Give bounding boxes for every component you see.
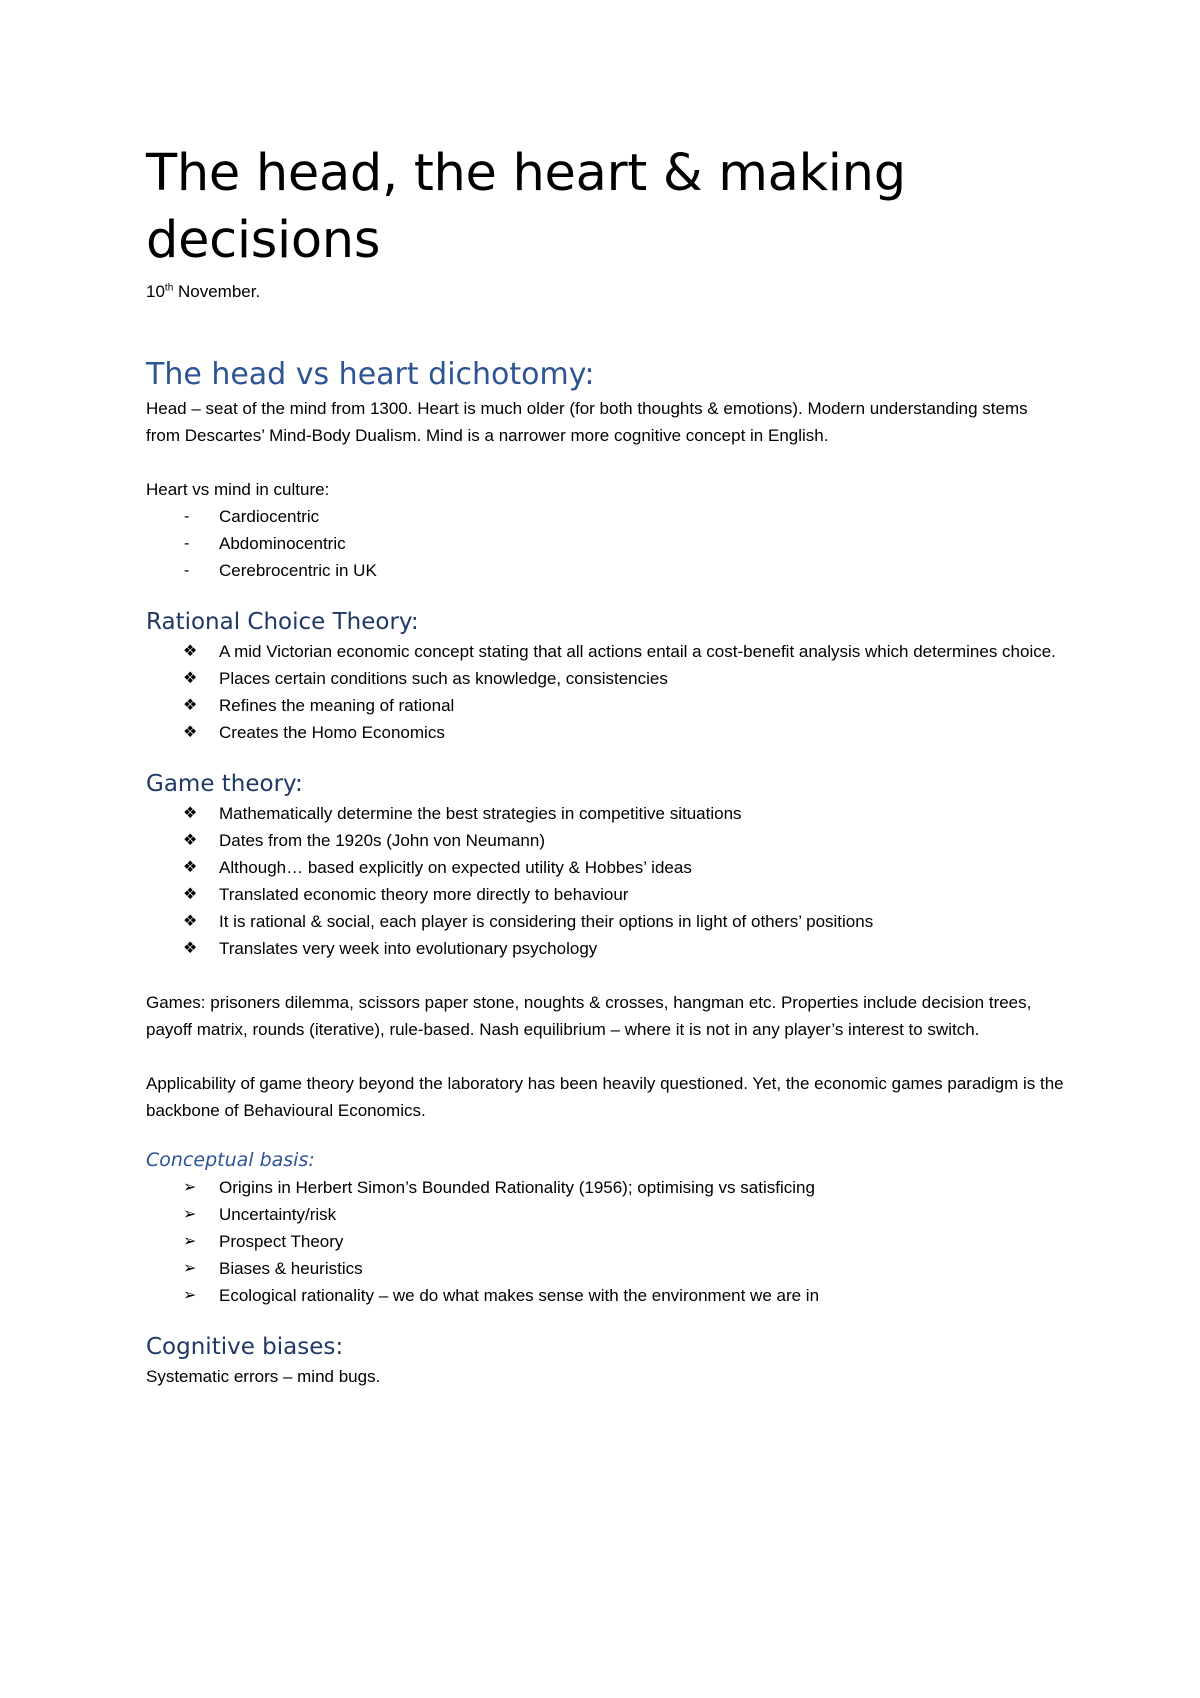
list-item-text: Origins in Herbert Simon’s Bounded Rationality (1956); optimising vs satisficing bbox=[219, 1178, 815, 1197]
diamond-bullet-icon: ❖ bbox=[183, 940, 198, 957]
list-item-text: Dates from the 1920s (John von Neumann) bbox=[219, 831, 546, 850]
list-item bbox=[146, 530, 1066, 557]
document-title: The head, the heart & making decisions bbox=[146, 144, 906, 270]
arrow-bullet-icon: ➢ bbox=[183, 1260, 197, 1277]
list-item-text: Although… based explicitly on expected utility & Hobbes’ ideas bbox=[219, 858, 692, 877]
list-conceptual-basis bbox=[146, 1174, 1066, 1309]
list-item-text: Biases & heuristics bbox=[219, 1259, 363, 1278]
diamond-bullet-icon: ❖ bbox=[183, 697, 198, 714]
list-item bbox=[146, 638, 1066, 665]
arrow-bullet-icon: ➢ bbox=[183, 1206, 197, 1223]
list-item bbox=[146, 854, 1066, 881]
list-item bbox=[146, 827, 1066, 854]
list-item bbox=[146, 503, 1066, 530]
list-item-text: Ecological rationality – we do what makes sense with the environment we are in bbox=[219, 1286, 820, 1305]
list-item bbox=[146, 557, 1066, 584]
arrow-bullet-icon: ➢ bbox=[183, 1179, 197, 1196]
list-item bbox=[146, 665, 1066, 692]
dash-bullet-icon: - bbox=[184, 508, 190, 525]
heading-rational-choice: Rational Choice Theory: bbox=[146, 609, 419, 635]
list-rational-choice bbox=[146, 638, 1066, 746]
list-item bbox=[146, 935, 1066, 962]
list-item-text: Cardiocentric bbox=[219, 507, 320, 526]
list-item bbox=[146, 881, 1066, 908]
list-item bbox=[146, 1228, 1066, 1255]
paragraph-head-vs-heart: Head – seat of the mind from 1300. Heart is much older (for both thoughts & emotions). Modern understanding stems from Descartes’ Mind-Body Dualism. Mind is a narrower more cognitive concept in English. bbox=[146, 399, 1028, 445]
paragraph-culture-intro: Heart vs mind in culture: bbox=[146, 480, 330, 499]
list-item bbox=[146, 1201, 1066, 1228]
list-item bbox=[146, 692, 1066, 719]
document-body bbox=[146, 140, 1066, 1390]
list-culture bbox=[146, 503, 1066, 584]
heading-game-theory: Game theory: bbox=[146, 771, 303, 797]
list-item-text: Places certain conditions such as knowledge, consistencies bbox=[219, 669, 668, 688]
list-item-text: Prospect Theory bbox=[219, 1232, 344, 1251]
list-item-text: Translates very week into evolutionary psychology bbox=[219, 939, 598, 958]
heading-conceptual-basis: Conceptual basis: bbox=[146, 1149, 315, 1171]
diamond-bullet-icon: ❖ bbox=[183, 832, 198, 849]
list-game-theory bbox=[146, 800, 1066, 962]
document-date bbox=[146, 278, 1066, 305]
diamond-bullet-icon: ❖ bbox=[183, 913, 198, 930]
dash-bullet-icon: - bbox=[184, 562, 190, 579]
list-item bbox=[146, 719, 1066, 746]
list-item-text: Creates the Homo Economics bbox=[219, 723, 445, 742]
list-item bbox=[146, 800, 1066, 827]
date-day: 10 bbox=[146, 282, 165, 301]
paragraph-applicability: Applicability of game theory beyond the laboratory has been heavily questioned. Yet, the economic games paradigm is the backbone of Behavioural Economics. bbox=[146, 1074, 1064, 1120]
list-item-text: Refines the meaning of rational bbox=[219, 696, 455, 715]
list-item-text: Uncertainty/risk bbox=[219, 1205, 337, 1224]
dash-bullet-icon: - bbox=[184, 535, 190, 552]
list-item-text: A mid Victorian economic concept stating that all actions entail a cost-benefit analysis which determines choice. bbox=[219, 642, 1056, 661]
date-month: November. bbox=[173, 282, 261, 301]
list-item-text: Translated economic theory more directly to behaviour bbox=[219, 885, 629, 904]
list-item-text: Mathematically determine the best strategies in competitive situations bbox=[219, 804, 742, 823]
diamond-bullet-icon: ❖ bbox=[183, 643, 198, 660]
arrow-bullet-icon: ➢ bbox=[183, 1233, 197, 1250]
list-item-text: Abdominocentric bbox=[219, 534, 346, 553]
diamond-bullet-icon: ❖ bbox=[183, 886, 198, 903]
heading-head-vs-heart: The head vs heart dichotomy: bbox=[146, 357, 595, 392]
list-item bbox=[146, 908, 1066, 935]
list-item-text: It is rational & social, each player is considering their options in light of others’ positions bbox=[219, 912, 874, 931]
paragraph-cognitive-biases: Systematic errors – mind bugs. bbox=[146, 1367, 381, 1386]
list-item bbox=[146, 1174, 1066, 1201]
heading-cognitive-biases: Cognitive biases: bbox=[146, 1334, 344, 1360]
date-suffix: th bbox=[164, 282, 174, 294]
paragraph-games: Games: prisoners dilemma, scissors paper stone, noughts & crosses, hangman etc. Properties include decision trees, payoff matrix, rounds (iterative), rule-based. Nash equilibrium – where it is not in any player’s interest to switch. bbox=[146, 993, 1032, 1039]
diamond-bullet-icon: ❖ bbox=[183, 859, 198, 876]
arrow-bullet-icon: ➢ bbox=[183, 1287, 197, 1304]
list-item bbox=[146, 1282, 1066, 1309]
diamond-bullet-icon: ❖ bbox=[183, 670, 198, 687]
list-item-text: Cerebrocentric in UK bbox=[219, 561, 377, 580]
diamond-bullet-icon: ❖ bbox=[183, 805, 198, 822]
list-item bbox=[146, 1255, 1066, 1282]
diamond-bullet-icon: ❖ bbox=[183, 724, 198, 741]
